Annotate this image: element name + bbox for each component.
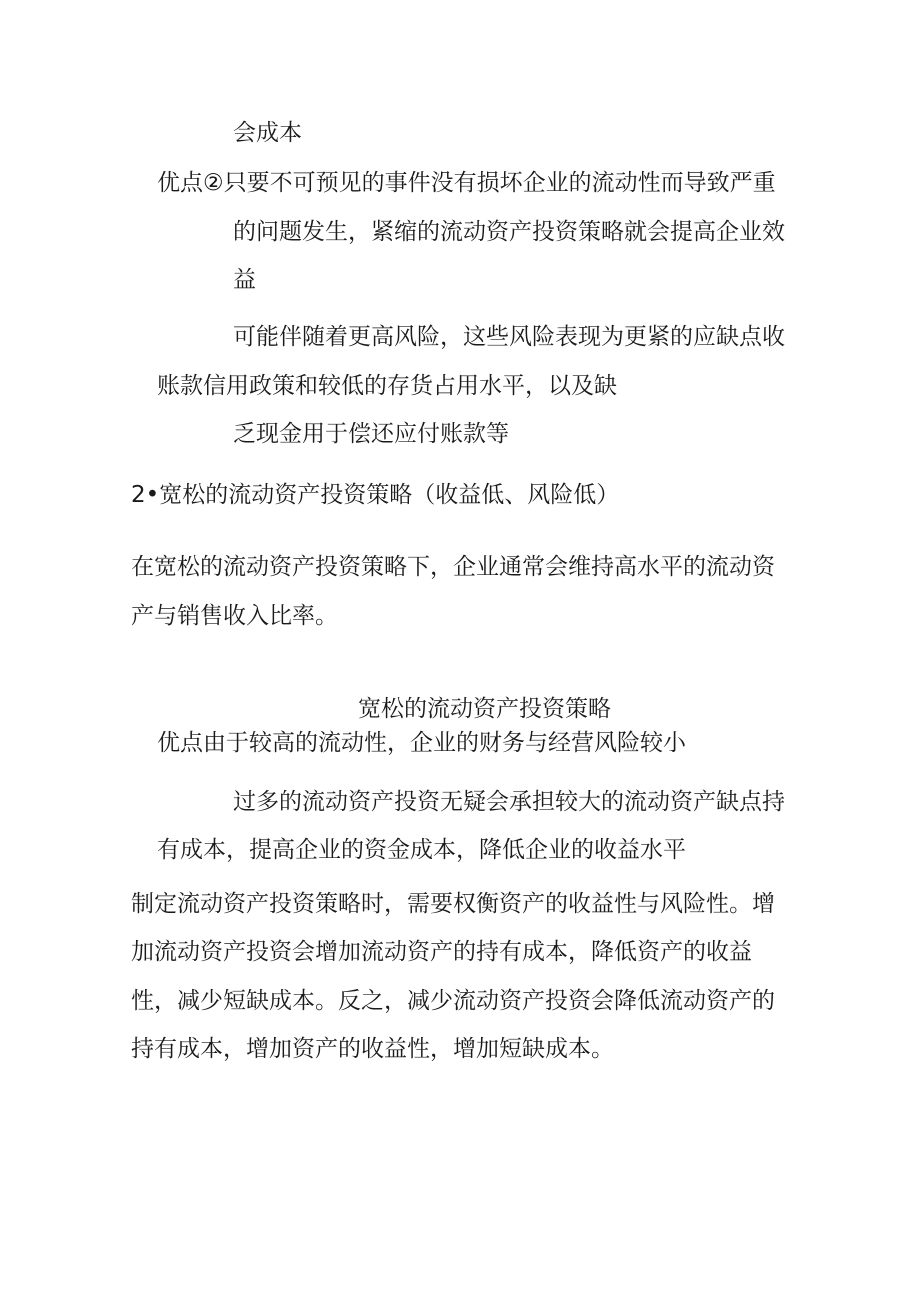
text-line-loose-disadvantage-2: 有成本，提高企业的资金成本，降低企业的收益水平	[157, 837, 686, 863]
text-line-loose-disadvantage-1: 过多的流动资产投资无疑会承担较大的流动资产缺点持	[233, 789, 785, 815]
paragraph-conclusion-1: 制定流动资产投资策略时，需要权衡资产的收益性与风险性。增	[131, 891, 775, 917]
text-line-tight-disadvantage-3: 乏现金用于偿还应付账款等	[233, 421, 509, 447]
section-heading-loose-strategy: 2•宽松的流动资产投资策略（收益低、风险低）	[131, 482, 620, 508]
paragraph-conclusion-2: 加流动资产投资会增加流动资产的持有成本，降低资产的收益	[131, 939, 752, 965]
text-line-tight-disadvantage-2: 账款信用政策和较低的存货占用水平，以及缺	[157, 373, 617, 399]
paragraph-loose-intro-1: 在宽松的流动资产投资策略下，企业通常会维持高水平的流动资	[131, 554, 775, 580]
table-title-loose-strategy: 宽松的流动资产投资策略	[358, 696, 611, 722]
paragraph-conclusion-4: 持有成本，增加资产的收益性，增加短缺成本。	[131, 1036, 614, 1062]
text-line-tight-advantage-1: 优点②只要不可预见的事件没有损坏企业的流动性而导致严重	[157, 170, 776, 196]
text-line-tight-disadvantage-1: 可能伴随着更高风险，这些风险表现为更紧的应缺点收	[233, 324, 785, 350]
text-line-loose-advantage: 优点由于较高的流动性，企业的财务与经营风险较小	[157, 730, 686, 756]
text-line-tight-advantage-3: 益	[233, 267, 256, 293]
paragraph-loose-intro-2: 产与销售收入比率。	[131, 603, 338, 629]
paragraph-conclusion-3: 性，减少短缺成本。反之，减少流动资产投资会降低流动资产的	[131, 988, 775, 1014]
text-line-tight-advantage-2: 的问题发生，紧缩的流动资产投资策略就会提高企业效	[233, 219, 785, 245]
text-line-opportunity-cost-end: 会成本	[233, 120, 302, 146]
